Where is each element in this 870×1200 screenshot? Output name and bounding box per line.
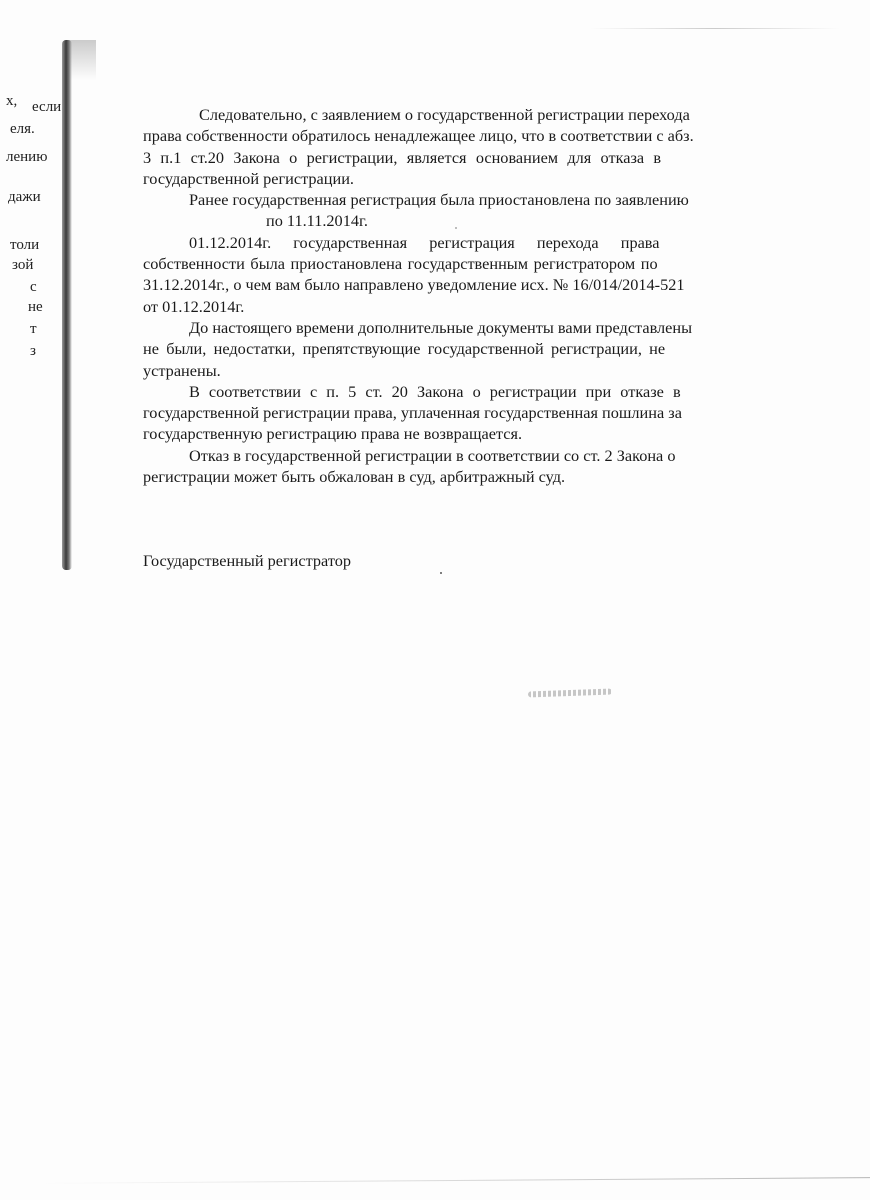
edge-text-fragment: не: [28, 299, 43, 315]
scan-speck: [440, 572, 442, 574]
text-line: от 01.12.2014г.: [143, 296, 245, 316]
text-line: Отказ в государственной регистрации в соответствии со ст. 2 Закона о: [189, 445, 676, 465]
text-line: 01.12.2014г. государственная регистрация перехода права: [189, 232, 660, 252]
edge-text-fragment: з: [30, 343, 36, 359]
paragraph-5: [143, 381, 791, 445]
document-body: [143, 104, 791, 487]
faint-stamp-mark: [528, 689, 612, 698]
edge-text-fragment: дажи: [8, 189, 41, 205]
text-line: устранены.: [143, 360, 221, 380]
edge-text-fragment: лению: [6, 149, 48, 165]
edge-text-fragment: если: [32, 99, 62, 115]
text-line: по 11.11.2014г.: [266, 211, 368, 231]
text-line: До настоящего времени дополнительные документы вами представлены: [189, 317, 693, 337]
paragraph-3: [143, 232, 791, 317]
text-line: 3 п.1 ст.20 Закона о регистрации, является основанием для отказа в: [143, 147, 662, 167]
text-line: права собственности обратилось ненадлежащее лицо, что в соответствии с абз.: [143, 126, 694, 146]
text-line: государственную регистрацию права не возвращается.: [143, 424, 523, 444]
text-line: В соответствии с п. 5 ст. 20 Закона о регистрации при отказе в: [189, 381, 681, 401]
text-line: Следовательно, с заявлением о государственной регистрации перехода: [199, 105, 690, 124]
paragraph-6: [143, 445, 791, 488]
paragraph-1: [143, 104, 791, 189]
text-line: 31.12.2014г., о чем вам было направлено уведомление исх. № 16/014/2014-521: [143, 275, 685, 295]
text-line: собственности была приостановлена государственным регистратором по: [143, 254, 658, 274]
signature-title: Государственный регистратор: [143, 551, 352, 570]
edge-text-fragment: зой: [12, 257, 34, 273]
scan-speck: [455, 227, 457, 229]
edge-text-fragment: толи: [10, 237, 40, 253]
paragraph-4: [143, 317, 791, 381]
text-line: Ранее государственная регистрация была приостановлена по заявлению: [189, 190, 689, 210]
page-fold-shadow: [62, 40, 72, 570]
text-line: не были, недостатки, препятствующие государственной регистрации, не: [143, 339, 666, 359]
edge-text-fragment: еля.: [10, 121, 35, 137]
edge-text-fragment: х,: [6, 93, 18, 109]
edge-text-fragment: т: [30, 321, 37, 337]
text-line: государственной регистрации права, уплаченная государственная пошлина за: [143, 403, 682, 423]
text-line: регистрации может быть обжалован в суд, арбитражный суд.: [143, 467, 566, 487]
paragraph-2: [143, 189, 791, 232]
edge-text-fragment: с: [30, 279, 37, 295]
scan-artifact-top: [590, 28, 840, 29]
text-line: государственной регистрации.: [143, 168, 354, 188]
scan-artifact-bottom: [40, 1177, 870, 1184]
